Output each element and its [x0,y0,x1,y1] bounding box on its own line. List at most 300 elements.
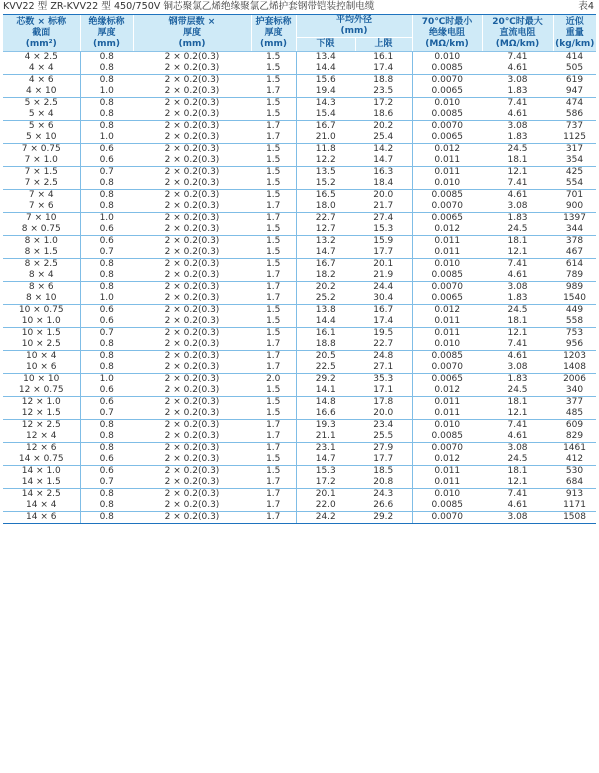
table-row [3,52,596,64]
cell-weight: 1408 [553,362,596,374]
cell-diameter-lower: 15.6 [296,75,355,87]
cell-dc-resistance: 7.41 [507,259,528,269]
cell-insulation-resistance: 0.011 [412,167,482,179]
cell-insulation-resistance: 0.011 [412,328,482,340]
cell-insulation-resistance: 0.0085 [412,500,482,512]
cell-insulation-resistance: 0.0065 [412,374,482,386]
cell-dc-resistance: 18.1 [507,466,528,476]
cell-sheath-thickness: 1.5 [251,454,296,466]
cell-insulation-thickness: 0.8 [80,512,133,524]
cell-diameter-upper: 21.9 [355,270,412,282]
table-row [3,190,596,202]
cell-cores-section: 14 × 2.5 [21,489,61,499]
cell-sheath-thickness: 1.5 [266,75,281,85]
cell-diameter-lower: 18.0 [296,201,355,213]
cell-diameter-upper: 35.3 [373,374,394,384]
cell-diameter-upper: 24.8 [373,351,394,361]
cell-dc-resistance: 18.1 [507,236,528,246]
table-row [3,121,596,133]
cell-steel-tape: 2 × 0.2(0.3) [133,86,251,98]
cell-insulation-thickness: 0.6 [80,305,133,317]
cell-insulation-resistance: 0.0085 [412,351,482,363]
cell-insulation-thickness: 0.6 [80,144,133,156]
cell-diameter-lower: 16.7 [296,259,355,271]
cell-weight: 1171 [553,500,596,512]
cell-diameter-upper: 23.4 [373,420,394,430]
cell-diameter-upper: 29.2 [355,512,412,524]
cell-dc-resistance: 3.08 [482,362,553,374]
cell-dc-resistance: 24.5 [507,305,528,315]
cell-steel-tape: 2 × 0.2(0.3) [133,385,251,397]
cell-diameter-lower: 23.1 [296,443,355,455]
cell-insulation-resistance: 0.012 [412,305,482,317]
cell-sheath-thickness: 2.0 [266,374,281,384]
cell-diameter-lower: 29.2 [296,374,355,386]
cell-steel-tape: 2 × 0.2(0.3) [164,351,220,361]
cell-diameter-upper: 22.7 [355,339,412,351]
table-row [3,213,596,225]
cell-diameter-upper: 16.7 [373,305,394,315]
cell-insulation-resistance: 0.010 [412,259,482,271]
cell-diameter-lower: 22.0 [296,500,355,512]
cell-dc-resistance: 24.5 [482,224,553,236]
cell-weight: 554 [553,178,596,190]
cell-steel-tape: 2 × 0.2(0.3) [164,98,220,108]
cell-sheath-thickness: 1.7 [266,213,281,223]
cell-diameter-upper: 23.5 [355,86,412,98]
cell-diameter-lower: 19.3 [296,420,355,432]
table-row [3,385,596,397]
table-row [3,316,596,328]
cell-weight: 1203 [563,351,586,361]
table-row [3,328,596,340]
cell-diameter-lower: 11.8 [296,144,355,156]
cell-diameter-upper: 17.2 [373,98,394,108]
cell-insulation-thickness: 0.6 [80,316,133,328]
cell-cores-section: 4 × 10 [3,86,80,98]
cell-diameter-upper: 16.1 [373,52,394,62]
header-line: 平均外径 [336,15,373,25]
cell-steel-tape: 2 × 0.2(0.3) [133,178,251,190]
cell-weight: 505 [553,63,596,75]
header-cores-section [3,15,80,52]
header-line: 厚度 [264,27,283,38]
cell-dc-resistance: 4.61 [507,190,528,200]
cell-sheath-thickness: 1.7 [266,420,281,430]
header-line: (mm²) [25,38,57,49]
cell-cores-section: 4 × 2.5 [24,52,58,62]
cell-dc-resistance: 18.1 [482,155,553,167]
cell-cores-section: 5 × 10 [3,132,80,144]
cell-dc-resistance: 18.1 [482,316,553,328]
header-line: (mm) [340,26,368,36]
cell-diameter-lower: 14.7 [296,454,355,466]
cell-insulation-thickness: 1.0 [80,86,133,98]
cell-steel-tape: 2 × 0.2(0.3) [133,512,251,524]
cell-insulation-resistance: 0.012 [412,385,482,397]
table-title: KVV22 型 ZR-KVV22 型 450/750V 铜芯聚氯乙烯绝缘聚氯乙烯护套钢带铠装控制电缆 [3,1,375,12]
header-line: 20℃时最大 [492,16,543,27]
cell-insulation-resistance: 0.0070 [412,121,482,133]
cell-cores-section: 14 × 0.75 [3,454,80,466]
cell-insulation-thickness: 0.8 [80,489,133,501]
cell-cores-section: 8 × 10 [3,293,80,305]
cell-insulation-resistance: 0.0085 [412,63,482,75]
cell-sheath-thickness: 1.7 [251,270,296,282]
cell-dc-resistance: 4.61 [482,63,553,75]
table-row [3,489,596,501]
cell-cores-section: 14 × 1.5 [3,477,80,489]
table-row [3,293,596,305]
cell-insulation-resistance: 0.011 [412,466,482,478]
cell-insulation-resistance: 0.010 [412,178,482,190]
cell-diameter-upper: 17.7 [355,247,412,259]
header-line: 截面 [32,27,51,38]
cell-steel-tape: 2 × 0.2(0.3) [164,282,220,292]
cell-cores-section: 10 × 6 [3,362,80,374]
cell-weight: 1461 [563,443,586,453]
title-row [0,0,599,14]
cell-cores-section: 7 × 4 [28,190,54,200]
cell-insulation-resistance: 0.0065 [412,86,482,98]
cell-insulation-resistance: 0.0065 [412,213,482,225]
cell-sheath-thickness: 1.5 [266,52,281,62]
cell-diameter-lower: 19.4 [296,86,355,98]
cell-weight: 1540 [553,293,596,305]
cell-sheath-thickness: 1.7 [266,443,281,453]
cell-insulation-resistance: 0.0085 [412,190,482,202]
cell-insulation-thickness: 0.6 [80,454,133,466]
cell-steel-tape: 2 × 0.2(0.3) [133,224,251,236]
cell-cores-section: 8 × 6 [28,282,54,292]
cell-dc-resistance: 1.83 [482,293,553,305]
table-row [3,259,596,271]
table-row [3,155,596,167]
cell-steel-tape: 2 × 0.2(0.3) [133,339,251,351]
cell-sheath-thickness: 1.7 [251,362,296,374]
cell-diameter-lower: 20.5 [296,351,355,363]
cell-sheath-thickness: 1.5 [251,316,296,328]
cell-weight: 1125 [553,132,596,144]
cell-cores-section: 7 × 1.5 [24,167,58,177]
cell-weight: 467 [553,247,596,259]
cell-insulation-thickness: 0.8 [80,52,133,64]
cell-dc-resistance: 12.1 [482,247,553,259]
cell-diameter-lower: 14.8 [296,397,355,409]
cell-sheath-thickness: 1.7 [251,201,296,213]
cell-diameter-lower: 14.4 [296,63,355,75]
cell-diameter-lower: 24.2 [296,512,355,524]
cell-diameter-lower: 18.8 [296,339,355,351]
header-line: 70℃时最小 [421,16,473,27]
cell-weight: 378 [565,236,584,246]
cell-diameter-lower: 14.1 [296,385,355,397]
cell-sheath-thickness: 1.5 [251,408,296,420]
cell-diameter-lower: 13.8 [296,305,355,317]
table-row [3,86,596,98]
cell-insulation-thickness: 0.8 [80,282,133,294]
cell-cores-section: 14 × 4 [3,500,80,512]
cell-weight: 530 [565,466,584,476]
cell-diameter-lower: 16.6 [296,408,355,420]
header-steel-tape [133,15,251,52]
cell-dc-resistance: 3.08 [507,75,528,85]
cell-steel-tape: 2 × 0.2(0.3) [133,316,251,328]
cell-dc-resistance: 1.83 [482,132,553,144]
cell-steel-tape: 2 × 0.2(0.3) [164,190,220,200]
table-row [3,144,596,156]
cell-insulation-thickness: 1.0 [80,374,133,386]
cell-cores-section: 8 × 0.75 [3,224,80,236]
table-row [3,362,596,374]
cell-diameter-lower: 16.7 [296,121,355,133]
cell-cores-section: 7 × 10 [26,213,57,223]
cell-weight: 474 [565,98,584,108]
cell-steel-tape: 2 × 0.2(0.3) [133,247,251,259]
cell-cores-section: 12 × 0.75 [3,385,80,397]
cell-diameter-upper: 14.7 [355,155,412,167]
cell-cores-section: 12 × 1.0 [21,397,61,407]
cell-dc-resistance: 4.61 [482,431,553,443]
cell-diameter-upper: 24.3 [373,489,394,499]
cell-insulation-thickness: 0.6 [80,466,133,478]
cell-dc-resistance: 7.41 [507,98,528,108]
table-row [3,178,596,190]
header-line: 近似 [565,16,584,27]
cell-diameter-lower: 25.2 [296,293,355,305]
cell-cores-section: 10 × 0.75 [18,305,64,315]
cell-dc-resistance: 24.5 [482,454,553,466]
cell-dc-resistance: 4.61 [482,500,553,512]
cell-diameter-upper: 20.2 [373,121,394,131]
cell-insulation-thickness: 0.8 [80,500,133,512]
cell-insulation-thickness: 0.8 [80,75,133,87]
cell-weight: 412 [553,454,596,466]
table-row [3,247,596,259]
cell-weight: 1508 [553,512,596,524]
cell-diameter-upper: 15.9 [373,236,394,246]
cell-dc-resistance: 12.1 [507,167,528,177]
cell-sheath-thickness: 1.5 [266,328,281,338]
cell-steel-tape: 2 × 0.2(0.3) [164,167,220,177]
header-line: 重量 [565,27,584,38]
cell-cores-section: 14 × 1.0 [21,466,61,476]
cell-weight: 414 [565,52,584,62]
cell-cores-section: 7 × 1.0 [3,155,80,167]
cell-insulation-resistance: 0.0070 [412,201,482,213]
table-row [3,236,596,248]
header-line: (kg/km) [555,38,595,49]
cell-cores-section: 10 × 4 [26,351,57,361]
table-row [3,98,596,110]
cell-insulation-resistance: 0.011 [412,477,482,489]
cell-sheath-thickness: 1.7 [251,132,296,144]
cell-weight: 989 [565,282,584,292]
cell-steel-tape: 2 × 0.2(0.3) [164,420,220,430]
cell-diameter-lower: 13.4 [296,52,355,64]
cell-dc-resistance: 1.83 [507,374,528,384]
cell-cores-section: 10 × 2.5 [3,339,80,351]
cell-insulation-resistance: 0.011 [412,247,482,259]
cell-diameter-upper: 18.4 [355,178,412,190]
cell-insulation-resistance: 0.011 [412,316,482,328]
cell-weight: 947 [553,86,596,98]
cell-diameter-upper: 25.4 [355,132,412,144]
table-row [3,454,596,466]
cell-insulation-thickness: 0.8 [80,339,133,351]
cell-diameter-upper: 20.0 [355,408,412,420]
cell-diameter-upper: 17.1 [355,385,412,397]
cell-insulation-thickness: 1.0 [80,213,133,225]
cell-steel-tape: 2 × 0.2(0.3) [164,213,220,223]
cell-insulation-resistance: 0.012 [412,224,482,236]
table-row [3,109,596,121]
cell-steel-tape: 2 × 0.2(0.3) [164,75,220,85]
cell-insulation-resistance: 0.011 [412,397,482,409]
cell-diameter-upper: 19.5 [373,328,394,338]
cell-diameter-upper: 26.6 [355,500,412,512]
cell-insulation-resistance: 0.011 [412,236,482,248]
cell-sheath-thickness: 1.7 [266,282,281,292]
cell-dc-resistance: 4.61 [482,270,553,282]
table-body [3,52,596,524]
header-line: 绝缘标称 [88,16,125,27]
header-line: 护套标称 [255,16,292,27]
table-row [3,305,596,317]
header-line: (MΩ/km) [425,38,469,49]
cell-insulation-thickness: 0.8 [80,431,133,443]
cell-insulation-thickness: 0.7 [80,408,133,420]
cell-weight: 701 [565,190,584,200]
cell-dc-resistance: 1.83 [507,213,528,223]
cell-insulation-thickness: 0.7 [80,328,133,340]
cell-steel-tape: 2 × 0.2(0.3) [133,132,251,144]
cell-insulation-resistance: 0.012 [412,144,482,156]
cell-insulation-resistance: 0.010 [412,52,482,64]
cell-diameter-lower: 20.1 [296,489,355,501]
cell-cores-section: 12 × 2.5 [21,420,61,430]
table-row [3,167,596,179]
cell-sheath-thickness: 1.5 [251,178,296,190]
cell-cores-section: 12 × 1.5 [3,408,80,420]
cell-dc-resistance: 12.1 [482,408,553,420]
cell-insulation-resistance: 0.0070 [412,443,482,455]
table-row [3,282,596,294]
cell-sheath-thickness: 1.5 [266,305,281,315]
cell-insulation-thickness: 0.8 [80,63,133,75]
header-line: 钢带层数 × [168,16,216,27]
cell-cores-section: 12 × 6 [26,443,57,453]
cell-insulation-resistance: 0.010 [412,339,482,351]
cell-insulation-thickness: 1.0 [80,132,133,144]
cell-sheath-thickness: 1.7 [266,351,281,361]
cell-sheath-thickness: 1.7 [251,477,296,489]
header-outer-diameter [296,15,412,38]
cell-steel-tape: 2 × 0.2(0.3) [133,431,251,443]
cell-insulation-resistance: 0.010 [412,489,482,501]
cell-weight: 449 [565,305,584,315]
cell-insulation-thickness: 0.6 [80,236,133,248]
cell-weight: 1397 [563,213,586,223]
cell-insulation-resistance: 0.0085 [412,109,482,121]
cell-dc-resistance: 7.41 [482,339,553,351]
cell-sheath-thickness: 1.5 [251,385,296,397]
cell-weight: 2006 [563,374,586,384]
cell-cores-section: 7 × 6 [3,201,80,213]
cell-insulation-resistance: 0.0070 [412,512,482,524]
cell-cores-section: 5 × 2.5 [24,98,58,108]
cell-diameter-lower: 14.7 [296,247,355,259]
cell-insulation-thickness: 0.7 [80,477,133,489]
cell-cores-section: 7 × 2.5 [3,178,80,190]
cell-dc-resistance: 24.5 [507,144,528,154]
cell-diameter-upper: 18.8 [373,75,394,85]
cell-insulation-resistance: 0.010 [412,420,482,432]
cell-diameter-upper: 17.7 [355,454,412,466]
cell-weight: 913 [565,489,584,499]
cell-diameter-upper: 20.8 [355,477,412,489]
cell-sheath-thickness: 1.5 [266,397,281,407]
cell-weight: 354 [553,155,596,167]
cell-insulation-thickness: 0.8 [80,351,133,363]
cell-steel-tape: 2 × 0.2(0.3) [133,408,251,420]
table-row [3,431,596,443]
cell-cores-section: 7 × 0.75 [21,144,61,154]
cell-dc-resistance: 24.5 [482,385,553,397]
cell-insulation-thickness: 0.8 [80,190,133,202]
cell-weight: 425 [565,167,584,177]
cell-sheath-thickness: 1.7 [251,86,296,98]
header-line: (mm) [178,38,206,49]
cell-diameter-lower: 14.3 [296,98,355,110]
cell-diameter-upper: 17.4 [355,63,412,75]
cell-diameter-upper: 20.0 [373,190,394,200]
cell-insulation-thickness: 0.7 [80,167,133,179]
cell-diameter-lower: 16.1 [296,328,355,340]
cell-steel-tape: 2 × 0.2(0.3) [164,144,220,154]
cell-diameter-upper: 27.4 [373,213,394,223]
cell-diameter-lower: 13.5 [296,167,355,179]
cell-dc-resistance: 7.41 [507,420,528,430]
table-number: 表4 [578,1,594,12]
cell-insulation-thickness: 0.6 [80,224,133,236]
cell-sheath-thickness: 1.5 [251,224,296,236]
cell-insulation-resistance: 0.012 [412,454,482,466]
cell-dc-resistance: 1.83 [482,86,553,98]
cell-diameter-lower: 22.5 [296,362,355,374]
cell-steel-tape: 2 × 0.2(0.3) [133,500,251,512]
cell-dc-resistance: 3.08 [507,121,528,131]
header-sheath-thickness [251,15,296,52]
cell-insulation-resistance: 0.011 [412,408,482,420]
cell-steel-tape: 2 × 0.2(0.3) [133,293,251,305]
cell-insulation-resistance: 0.0085 [412,270,482,282]
cell-dc-resistance: 3.08 [507,443,528,453]
cell-steel-tape: 2 × 0.2(0.3) [164,489,220,499]
header-insulation-thickness [80,15,133,52]
cell-weight: 609 [565,420,584,430]
cell-sheath-thickness: 1.5 [251,109,296,121]
header-line: (MΩ/km) [495,38,540,49]
cell-insulation-thickness: 1.0 [80,293,133,305]
cell-steel-tape: 2 × 0.2(0.3) [133,454,251,466]
cell-steel-tape: 2 × 0.2(0.3) [164,305,220,315]
cell-sheath-thickness: 1.5 [251,155,296,167]
cell-cores-section: 4 × 4 [3,63,80,75]
cell-sheath-thickness: 1.7 [251,431,296,443]
cell-weight: 619 [565,75,584,85]
cell-cores-section: 5 × 4 [3,109,80,121]
